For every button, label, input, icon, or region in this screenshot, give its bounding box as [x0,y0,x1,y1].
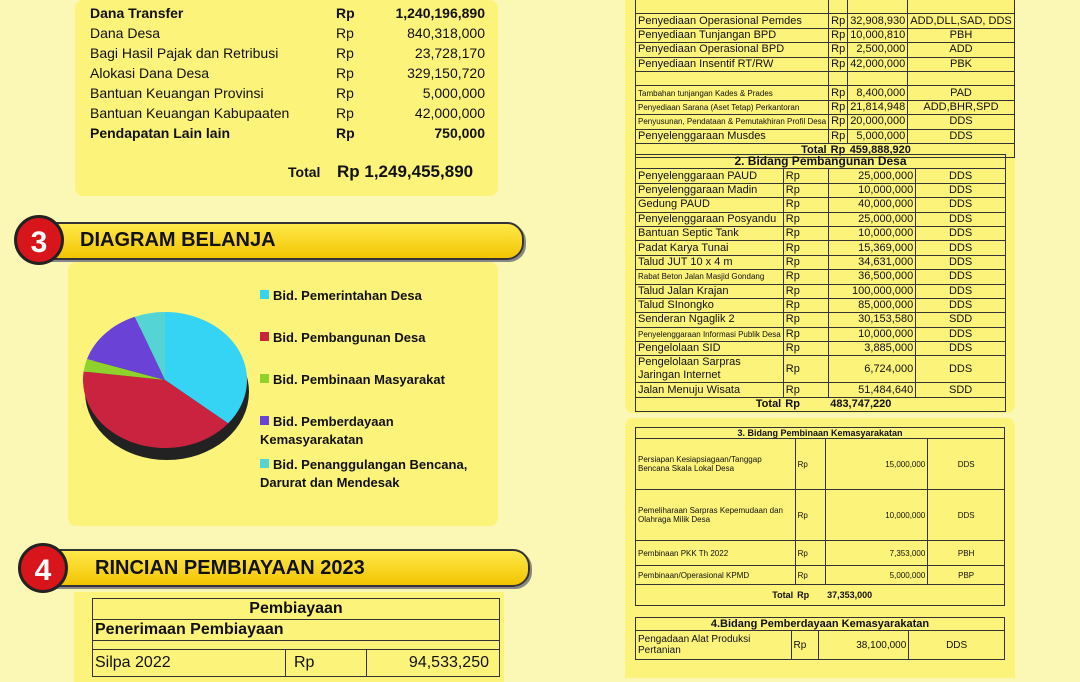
row-value: 7,353,000 [825,541,928,566]
row-name: Penyediaan Sarana (Aset Tetap) Perkantoran [636,100,829,114]
row-value: 36,500,000 [828,270,916,284]
row-rp: Rp [783,226,828,240]
table-row [636,226,1006,240]
table-row [636,284,1006,298]
table-title: 2. Bidang Pembangunan Desa [636,155,1006,169]
table-row [636,43,1015,57]
row-name: Talud SInongko [636,298,784,312]
table-row [636,313,1006,327]
row-value: 6,724,000 [828,356,916,383]
row-source: PBH [928,541,1005,566]
pembiayaan-subheader: Penerimaan Pembiayaan [93,620,500,641]
table-row [636,71,1015,85]
row-source: SDD [916,383,1006,397]
income-rp: Rp [336,65,354,81]
row-name: Senderan Ngaglik 2 [636,313,784,327]
row-rp: Rp [829,115,848,129]
legend-swatch [260,332,269,341]
row-source: DDS [928,439,1005,490]
income-row [90,65,490,85]
row-rp: Rp [783,356,828,383]
row-value: 30,153,580 [828,313,916,327]
row-name: Gedung PAUD [636,198,784,212]
row-value: 40,000,000 [828,198,916,212]
table-row [636,541,1005,566]
row-value: 10,000,000 [825,490,928,541]
row-name: Padat Karya Tunai [636,241,784,255]
row-rp: Rp [783,255,828,269]
row-rp: Rp [795,490,825,541]
income-value: 1,240,196,890 [395,5,485,21]
legend-swatch [260,459,269,468]
income-value: 840,318,000 [407,25,485,41]
pembiayaan-header: Pembiayaan [93,599,500,620]
row-source: SDD [916,313,1006,327]
row-value: 3,885,000 [828,342,916,356]
row-value: 10,000,000 [828,327,916,341]
income-row [90,45,490,65]
row-rp: Rp [829,129,848,143]
row-value: 15,000,000 [825,439,928,490]
row-source: DDS [916,356,1006,383]
row-value: 5,000,000 [825,566,928,585]
table-row [636,631,1005,660]
total-rp: Rp [795,585,825,606]
table-row [636,490,1005,541]
table-row [636,383,1006,397]
legend-swatch [260,416,269,425]
row-value: 34,631,000 [828,255,916,269]
table-row [636,255,1006,269]
income-value: 750,000 [434,125,485,141]
legend-label: Bid. Pembangunan Desa [273,330,426,345]
row-rp: Rp [791,631,819,660]
row-source: DDS [916,327,1006,341]
row-source: DDS [916,298,1006,312]
table-row [636,0,1015,14]
row-rp: Rp [795,541,825,566]
row-name: Pemeliharaan Sarpras Kepemudaan dan Olahraga Milik Desa [636,490,796,541]
legend-item [260,371,490,389]
row-value: 2,500,000 [848,43,908,57]
income-rp: Rp [336,25,354,41]
row-name: Penyelenggaraan Posyandu [636,212,784,226]
row-value: 100,000,000 [828,284,916,298]
total-row [636,585,1005,606]
row-name: Penyelenggaraan Musdes [636,129,829,143]
income-name: Pendapatan Lain lain [90,125,231,141]
legend-item [260,456,490,492]
row-rp: Rp [783,241,828,255]
row-value: 25,000,000 [828,169,916,183]
legend-swatch [260,290,269,299]
row-name: Talud Jalan Krajan [636,284,784,298]
row-source: DDS [908,115,1014,129]
row-value: 20,000,000 [848,115,908,129]
row-value: 10,000,000 [828,183,916,197]
bidang2-table [635,154,1006,412]
income-name: Bantuan Keuangan Kabupaaten [90,105,290,121]
income-row [90,105,490,125]
table-row [636,241,1006,255]
income-rp: Rp [336,105,354,121]
table-row [636,115,1015,129]
row-rp: Rp [829,100,848,114]
income-value: 329,150,720 [407,65,485,81]
row-source: PAD [908,86,1014,100]
pembiayaan-spacer [93,641,500,650]
row-rp: Rp [783,284,828,298]
table-row [636,57,1015,71]
legend-swatch [260,374,269,383]
row-source: DDS [916,198,1006,212]
table-row [636,100,1015,114]
row-source: DDS [916,270,1006,284]
row-name: Penyediaan Insentif RT/RW [636,57,829,71]
income-name: Alokasi Dana Desa [90,65,210,81]
table-row [636,298,1006,312]
row-rp: Rp [783,298,828,312]
row-rp: Rp [783,313,828,327]
table-row [636,356,1006,383]
income-rp: Rp [336,125,355,141]
income-row [90,125,490,145]
legend-label: Bid. Pemerintahan Desa [273,288,422,303]
expense-pie-chart [80,305,255,470]
row-name: Persiapan Kesiapsiagaan/Tanggap Bencana Skala Lokal Desa [636,439,796,490]
total-label: Total [636,585,796,606]
total-rp: Rp [829,143,848,157]
table-row [636,86,1015,100]
pembiayaan-row-name: Silpa 2022 [93,650,286,677]
table-row [636,566,1005,585]
row-rp: Rp [829,14,848,28]
row-value [848,0,908,14]
table-row [636,212,1006,226]
row-source: ADD,DLL,SAD, DDS [908,14,1014,28]
legend-item [260,413,490,449]
row-name: Pembinaan PKK Th 2022 [636,541,796,566]
row-rp: Rp [783,169,828,183]
row-source: DDS [916,342,1006,356]
income-total-label: Total [288,164,321,180]
row-source: ADD [908,43,1014,57]
row-source [908,71,1014,85]
row-name: Talud JUT 10 x 4 m [636,255,784,269]
row-value: 51,484,640 [828,383,916,397]
row-name: Penyelenggaraan Informasi Publik Desa [636,327,784,341]
table-row [636,14,1015,28]
row-source: DDS [916,255,1006,269]
bidang4-table [635,617,1005,660]
row-rp: Rp [795,439,825,490]
section3-badge: 3 [14,215,64,265]
pembiayaan-table [92,598,500,677]
row-rp: Rp [783,212,828,226]
section4-title: RINCIAN PEMBIAYAAN 2023 [95,557,365,579]
table-title-row [636,155,1006,169]
row-source: DDS [916,183,1006,197]
income-rp: Rp [336,45,354,61]
row-value: 85,000,000 [828,298,916,312]
row-source [908,0,1014,14]
row-name: Jalan Menuju Wisata [636,383,784,397]
total-value: 37,353,000 [825,585,1004,606]
row-name: Penyelenggaraan Madin [636,183,784,197]
table-row [636,28,1015,42]
table-title-row [636,428,1005,439]
row-name [636,71,829,85]
table-title: 4.Bidang Pemberdayaan Kemasyarakatan [636,618,1005,631]
income-value: 23,728,170 [414,45,485,61]
row-rp: Rp [829,86,848,100]
row-value: 10,000,810 [848,28,908,42]
row-value: 38,100,000 [819,631,909,660]
row-rp: Rp [783,342,828,356]
row-name [636,0,829,14]
row-value: 15,369,000 [828,241,916,255]
row-source: DDS [916,226,1006,240]
row-value: 32,908,930 [848,14,908,28]
pembiayaan-row-value: 94,533,250 [367,650,500,677]
table-title: 3. Bidang Pembinaan Kemasyarakatan [636,428,1005,439]
row-source: ADD,BHR,SPD [908,100,1014,114]
table-row [636,183,1006,197]
row-source: DDS [916,169,1006,183]
row-name: Pengadaan Alat Produksi Pertanian [636,631,792,660]
table-title-row [636,618,1005,631]
row-source: DDS [916,284,1006,298]
row-source: DDS [908,129,1014,143]
table-row [636,342,1006,356]
row-rp: Rp [829,57,848,71]
total-label: Total [636,143,829,157]
table-row [636,169,1006,183]
income-row [90,5,490,25]
income-value: 42,000,000 [414,105,485,121]
row-source: DDS [909,631,1005,660]
row-name: Bantuan Septic Tank [636,226,784,240]
income-row [90,25,490,45]
row-value: 21,814,948 [848,100,908,114]
row-source: DDS [928,490,1005,541]
income-name: Bagi Hasil Pajak dan Retribusi [90,45,279,61]
row-rp: Rp [783,383,828,397]
row-name: Penyediaan Tunjangan BPD [636,28,829,42]
income-total-value: Rp 1,249,455,890 [337,162,474,181]
row-name: Rabat Beton Jalan Masjid Gondang [636,270,784,284]
row-name: Penyediaan Operasional BPD [636,43,829,57]
bidang3-table [635,427,1005,606]
row-rp: Rp [783,327,828,341]
row-name: Tambahan tunjangan Kades & Prades [636,86,829,100]
income-value: 5,000,000 [422,85,485,101]
row-rp: Rp [829,28,848,42]
row-source: PBP [928,566,1005,585]
row-value: 10,000,000 [828,226,916,240]
legend-item [260,287,490,305]
income-name: Dana Transfer [90,5,184,21]
income-rp: Rp [336,85,354,101]
row-rp [829,0,848,14]
total-value: 483,747,220 [828,397,1005,411]
income-row [90,85,490,105]
row-rp: Rp [795,566,825,585]
row-value: 25,000,000 [828,212,916,226]
row-source: PBK [908,57,1014,71]
row-source: DDS [916,212,1006,226]
legend-label: Bid. Pemberdayaan Kemasyarakatan [260,414,394,447]
row-rp: Rp [783,270,828,284]
row-name: Pengelolaan SID [636,342,784,356]
income-name: Dana Desa [90,25,161,41]
total-row [636,397,1006,411]
legend-item [260,329,490,347]
pembiayaan-row-rp: Rp [286,650,367,677]
income-name: Bantuan Keuangan Provinsi [90,85,264,101]
total-label: Total [636,397,784,411]
table-row [636,327,1006,341]
row-rp: Rp [829,43,848,57]
row-value [848,71,908,85]
row-source: DDS [916,241,1006,255]
row-source: PBH [908,28,1014,42]
row-rp: Rp [783,198,828,212]
row-value: 8,400,000 [848,86,908,100]
legend-label: Bid. Pembinaan Masyarakat [273,372,445,387]
row-value: 5,000,000 [848,129,908,143]
table-row [636,129,1015,143]
legend-label: Bid. Penanggulangan Bencana, Darurat dan Mendesak [260,457,468,490]
row-name: Pembinaan/Operasional KPMD [636,566,796,585]
section3-title: DIAGRAM BELANJA [80,229,276,251]
total-value: 459,888,920 [848,143,1015,157]
section4-badge: 4 [18,543,68,593]
bidang1-table [635,0,1015,158]
row-name: Penyusunan, Pendataan & Pemutakhiran Profil Desa [636,115,829,129]
table-row [636,270,1006,284]
row-rp: Rp [783,183,828,197]
table-row [636,198,1006,212]
income-rp: Rp [336,5,355,21]
table-row [636,439,1005,490]
row-rp [829,71,848,85]
row-name: Pengelolaan Sarpras Jaringan Internet [636,356,784,383]
row-name: Penyelenggaraan PAUD [636,169,784,183]
row-name: Penyediaan Operasional Pemdes [636,14,829,28]
total-rp: Rp [783,397,828,411]
row-value: 42,000,000 [848,57,908,71]
